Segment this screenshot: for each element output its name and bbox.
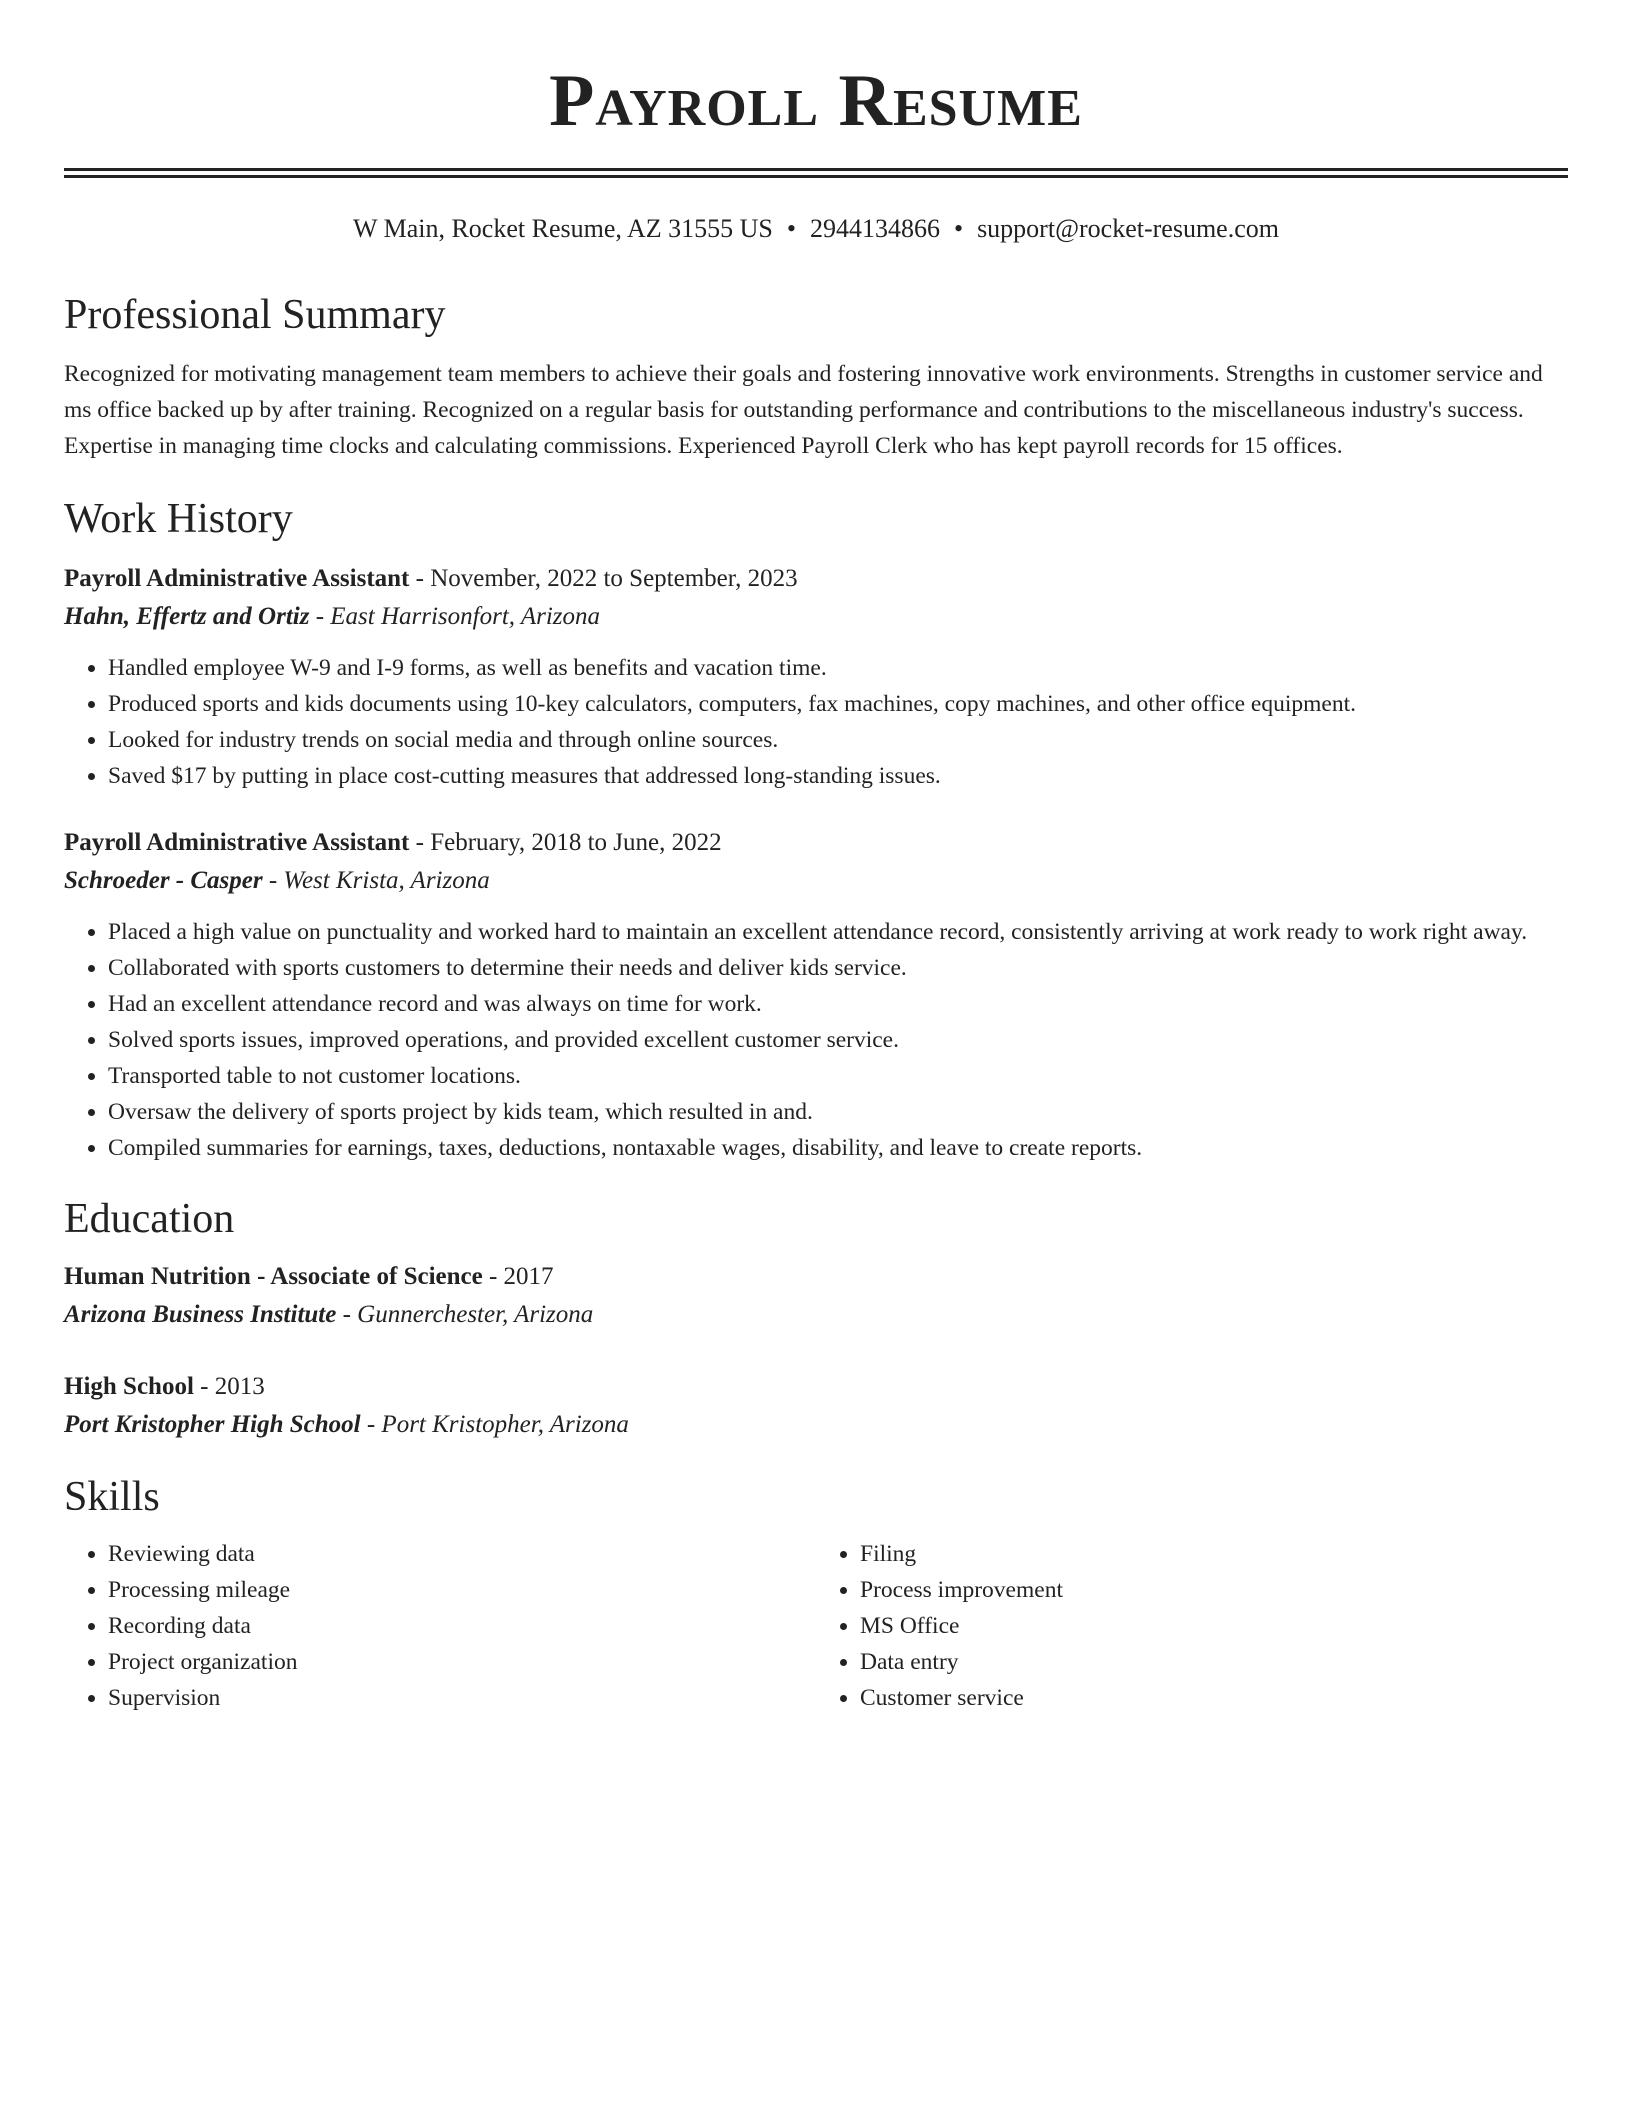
education-entry [64,1368,1568,1444]
job-entry [64,824,1568,1166]
job-bullet-list [64,650,1568,794]
job-role: Payroll Administrative Assistant [64,829,410,856]
job-company-line [64,598,1568,636]
job-entry [64,560,1568,794]
resume-title: Payroll Resume [549,60,1083,142]
job-dates: - February, 2018 to June, 2022 [409,829,722,856]
education-year: - 2017 [482,1263,554,1290]
education-heading [64,1258,1568,1296]
education-school: Arizona Business Institute [64,1301,337,1328]
list-item: • Placed a high value on punctuality and worked hard to maintain an excellent attendance record, consistently arriving at work ready to work right away. [108,914,1568,950]
contact-separator: • [953,214,964,243]
skill-item: • Data entry [860,1644,1568,1680]
section-title-summary: Professional Summary [64,292,446,338]
list-item: • Produced sports and kids documents using 10-key calculators, computers, fax machines, copy machines, and other office equipment. [108,686,1568,722]
education-degree: High School [64,1373,194,1400]
education-year: - 2013 [193,1373,265,1400]
education-degree: Human Nutrition - Associate of Science [64,1263,483,1290]
list-item: • Handled employee W-9 and I-9 forms, as well as benefits and vacation time. [108,650,1568,686]
skill-item: • Processing mileage [108,1572,816,1608]
section-title-work-history: Work History [64,496,293,542]
list-item: • Looked for industry trends on social media and through online sources. [108,722,1568,758]
contact-phone: 2944134866 [809,214,940,243]
job-bullet-list [64,914,1568,1166]
education-heading [64,1368,1568,1406]
skill-item: • Process improvement [860,1572,1568,1608]
skill-item: • Filing [860,1536,1568,1572]
education-location: - Port Kristopher, Arizona [360,1411,629,1438]
job-company-line [64,862,1568,900]
list-item: • Oversaw the delivery of sports project by kids team, which resulted in and. [108,1094,1568,1130]
job-company: Schroeder - Casper [64,867,263,894]
skill-item: • Reviewing data [108,1536,816,1572]
skills-grid [64,1536,1568,1716]
skills-column-right [816,1536,1568,1716]
section-title-education: Education [64,1196,235,1242]
skill-item: • MS Office [860,1608,1568,1644]
contact-line [64,212,1568,246]
skill-item: • Project organization [108,1644,816,1680]
list-item: • Saved $17 by putting in place cost-cutting measures that addressed long-standing issues. [108,758,1568,794]
job-heading [64,824,1568,862]
job-company: Hahn, Effertz and Ortiz [64,603,310,630]
list-item: • Transported table to not customer locations. [108,1058,1568,1094]
skills-column-left [64,1536,816,1716]
job-location: - East Harrisonfort, Arizona [309,603,600,630]
list-item: • Had an excellent attendance record and was always on time for work. [108,986,1568,1022]
section-title-skills: Skills [64,1474,160,1520]
education-location: - Gunnerchester, Arizona [336,1301,594,1328]
skill-item: • Customer service [860,1680,1568,1716]
skill-item: • Recording data [108,1608,816,1644]
contact-separator: • [786,214,796,243]
job-dates: - November, 2022 to September, 2023 [409,565,798,592]
summary-text: Recognized for motivating management team members to achieve their goals and fostering innovative work environments. Strengths in customer service and ms office backed up by after training. Recognized on a regular basis for outstanding performance and contributions to the miscellaneous industry's success. Expertise in managing time clocks and calculating commissions. Experienced Payroll Clerk who has kept payroll records for 15 offices. [64,361,1543,459]
education-entry [64,1258,1568,1334]
contact-email: support@rocket-resume.com [977,214,1279,243]
contact-address: W Main, Rocket Resume, AZ 31555 US [353,214,773,243]
list-item: • Solved sports issues, improved operations, and provided excellent customer service. [108,1022,1568,1058]
job-role: Payroll Administrative Assistant [64,565,410,592]
education-school: Port Kristopher High School [64,1411,361,1438]
education-school-line [64,1406,1568,1444]
header-divider [64,168,1568,178]
list-item: • Compiled summaries for earnings, taxes, deductions, nontaxable wages, disability, and leave to create reports. [108,1130,1568,1166]
skill-item: • Supervision [108,1680,816,1716]
education-school-line [64,1296,1568,1334]
job-location: - West Krista, Arizona [262,867,490,894]
list-item: • Collaborated with sports customers to determine their needs and deliver kids service. [108,950,1568,986]
job-heading [64,560,1568,598]
